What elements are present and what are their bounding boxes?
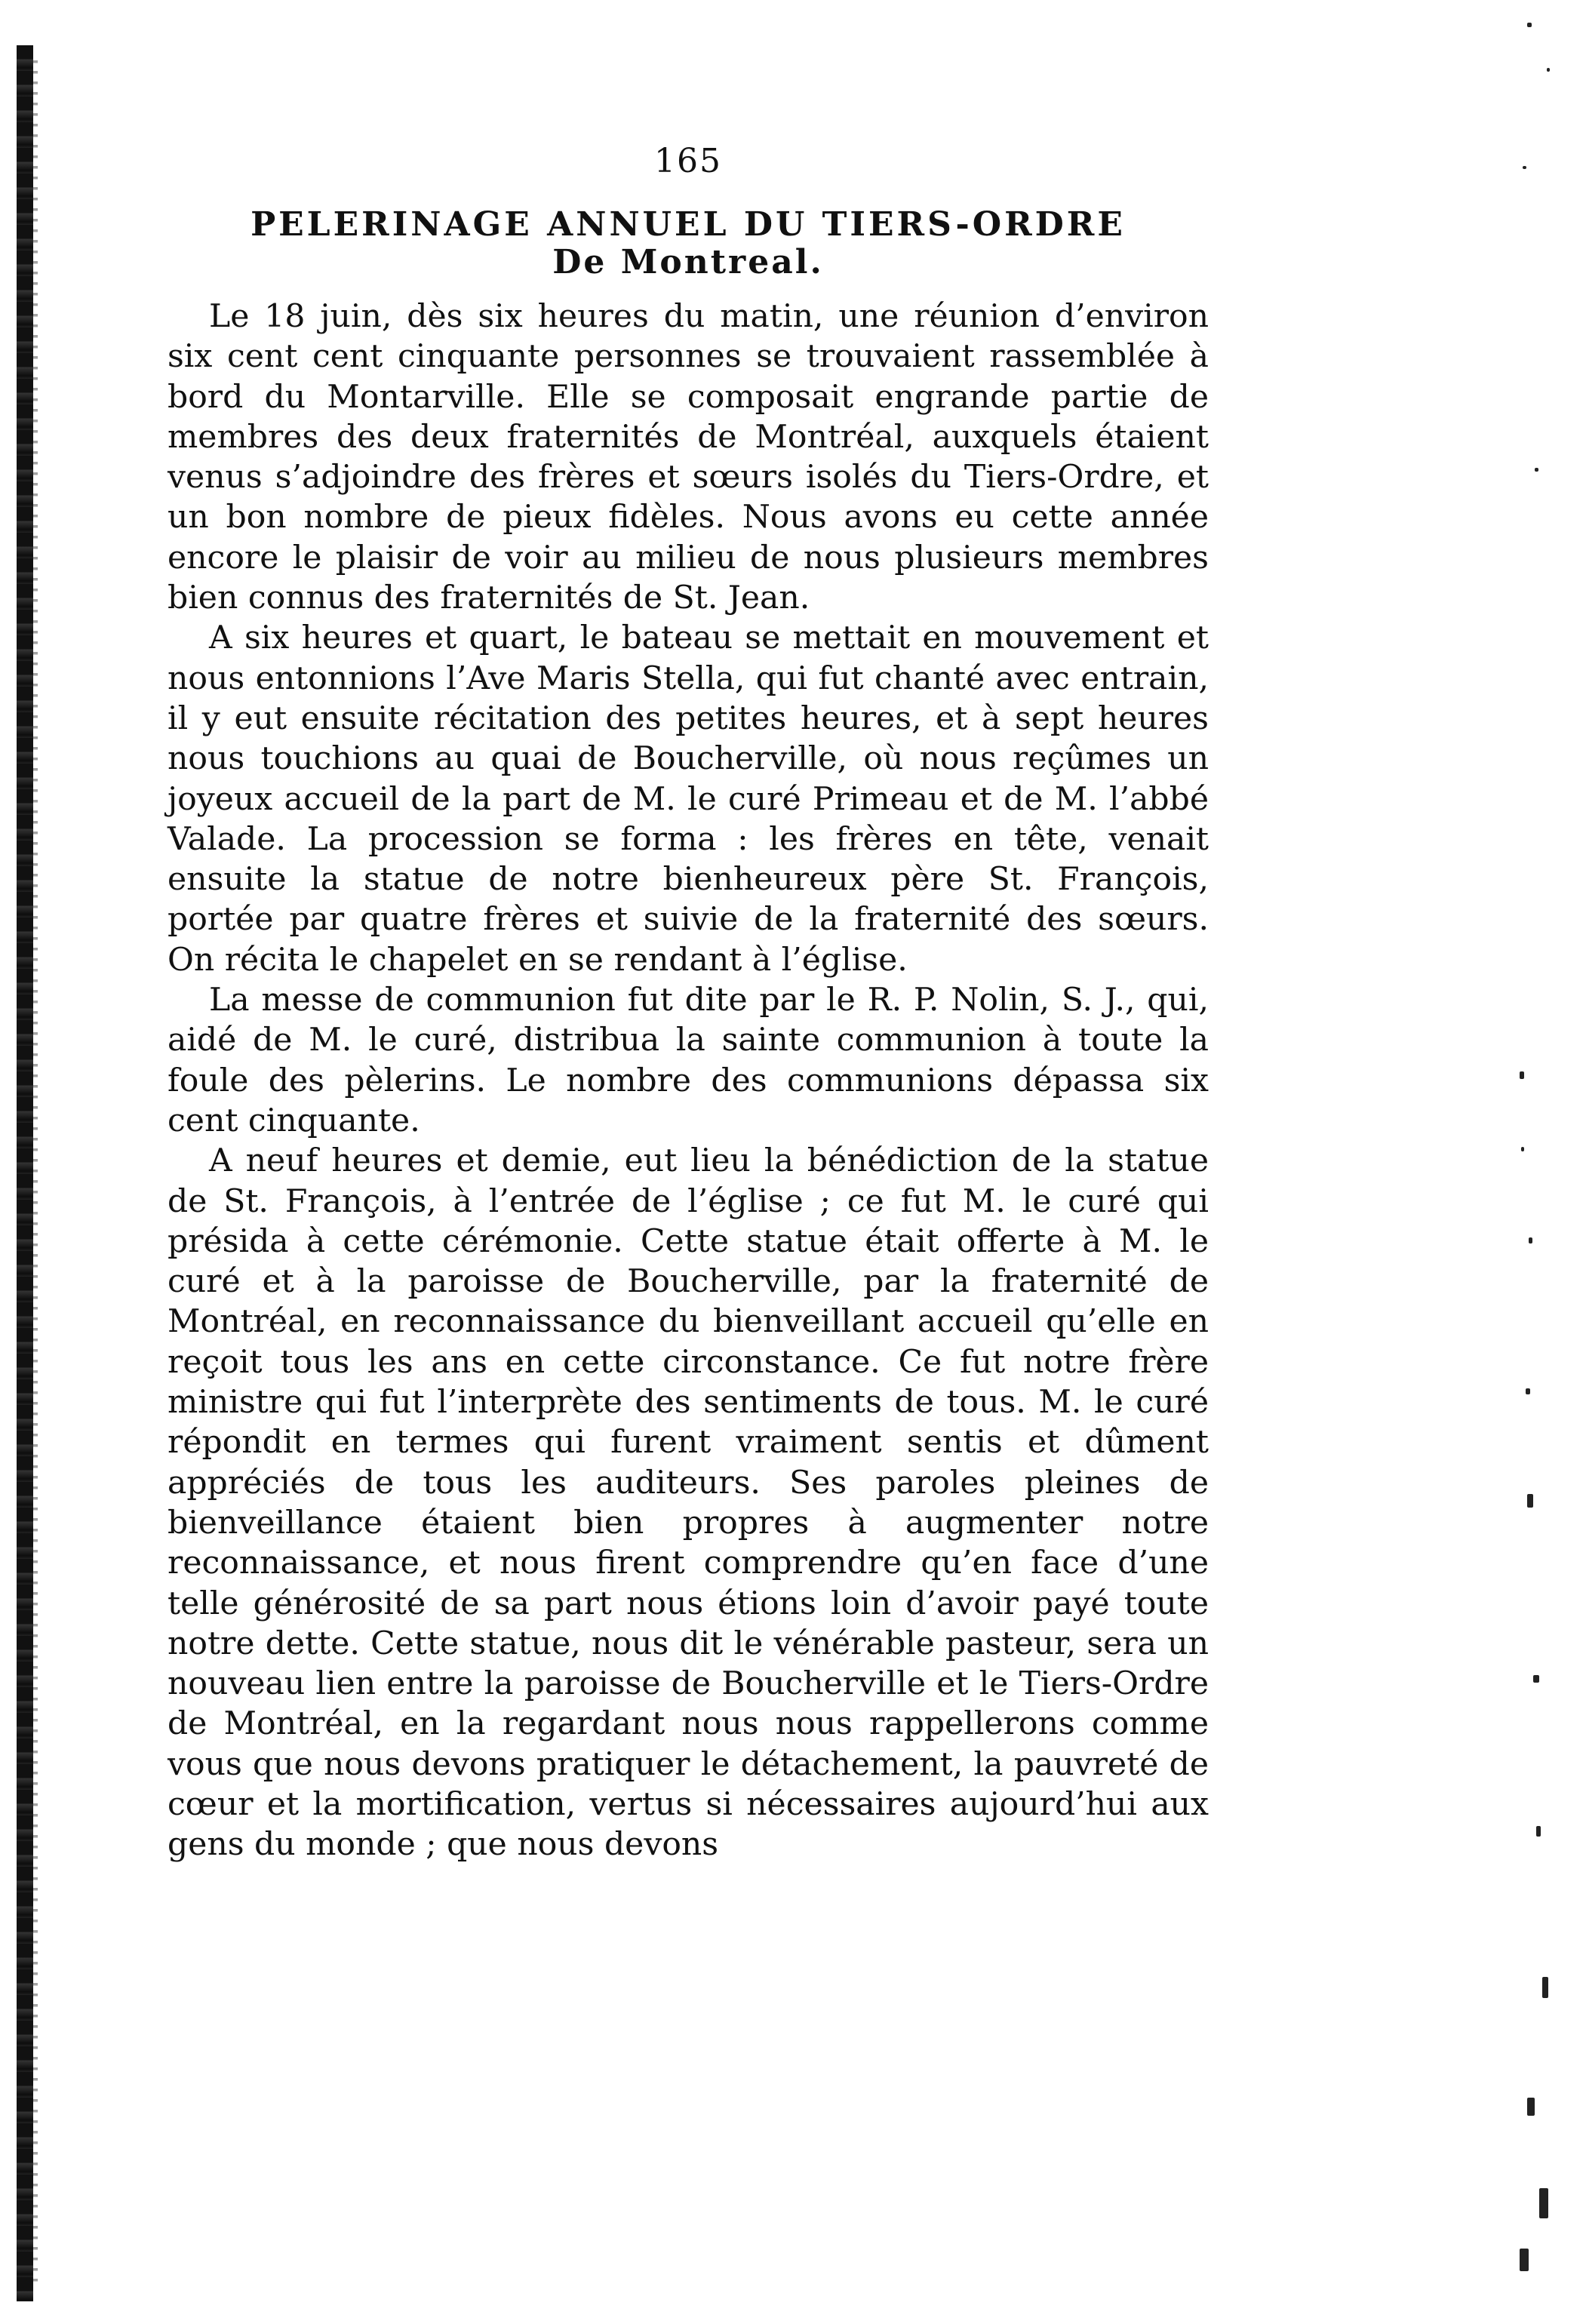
paragraph-1: Le 18 juin, dès six heures du matin, une réunion d’environ six cent cent cinquante personnes se trouvaient rassemblée à bord du Montarville. Elle se composait engrande partie de membres des deux fraternités de Montréal, auxquels étaient venus s’adjoindre des frères et sœurs isolés du Tiers-Ordre, et un bon nombre de pieux fidèles. Nous avons eu cette année encore le plaisir de voir au milieu de nous plusieurs membres bien connus des fraternités de St. Jean. [168,298,1209,617]
speck [1529,1237,1532,1243]
speck [1536,1826,1541,1837]
speck [1521,1147,1524,1151]
paragraph-4: A neuf heures et demie, eut lieu la bénédiction de la statue de St. François, à l’entrée de l’église ; ce fut M. le curé qui présida à cette cérémonie. Cette statue était offerte à M. le curé et à la paroisse de Boucherville, par la fraternité de Montréal, en reconnaissance du bienveillant accueil qu’elle en reçoit tous les ans en cette circonstance. Ce fut notre frère ministre qui fut l’interprète des sentiments de tous. M. le curé répondit en termes qui furent vraiment sentis et dûment appréciés de tous les auditeurs. Ses paroles pleines de bienveillance étaient bien propres à augmenter notre reconnaissance, et nous firent comprendre qu’en face d’une telle générosité de sa part nous étions loin d’avoir payé toute notre dette. Cette statue, nous dit le vénérable pasteur, sera un nouveau lien entre la paroisse de Boucherville et le Tiers-Ordre de Montréal, en la regardant nous nous rappellerons comme vous que nous devons pratiquer le détachement, la pauvreté de cœur et la mortification, vertus si nécessaires aujourd’hui aux gens du monde ; que nous devons [168,1142,1209,1864]
speck [1542,1977,1548,1998]
margin-print-specks [1512,15,1572,2309]
speck [1527,2098,1535,2116]
speck [1527,23,1532,27]
speck [1533,1675,1539,1683]
speck [1526,1388,1530,1394]
paragraph-3: La messe de communion fut dite par le R. P. Nolin, S. J., qui, aidé de M. le curé, distribua la sainte communion à toute la foule des pèlerins. Le nombre des communions dépassa six cent cinquante. [168,982,1209,1139]
article-subtitle: De Montreal. [552,243,824,281]
book-page [168,142,1209,1865]
paragraph-2: A six heures et quart, le bateau se mettait en mouvement et nous entonnions l’Ave Maris Stella, qui fut chanté avec entrain, il y eut ensuite récitation des petites heures, et à sept heures nous touchions au quai de Boucherville, où nous reçûmes un joyeux accueil de la part de M. le curé Primeau et de M. l’abbé Valade. La procession se forma : les frères en tête, venait ensuite la statue de notre bienheureux père St. François, portée par quatre frères et suivie de la fraternité des sœurs. On récita le chapelet en se rendant à l’église. [168,619,1209,979]
book-spine-edge [33,60,38,2286]
speck [1535,468,1538,472]
speck [1523,166,1526,169]
speck [1520,2249,1529,2271]
speck [1547,68,1550,72]
book-spine-shadow [17,45,33,2301]
speck [1539,2188,1548,2218]
page-number: 165 [654,142,722,180]
article-title: PELERINAGE ANNUEL DU TIERS-ORDRE [251,205,1126,244]
speck [1527,1494,1533,1508]
speck [1520,1071,1524,1079]
